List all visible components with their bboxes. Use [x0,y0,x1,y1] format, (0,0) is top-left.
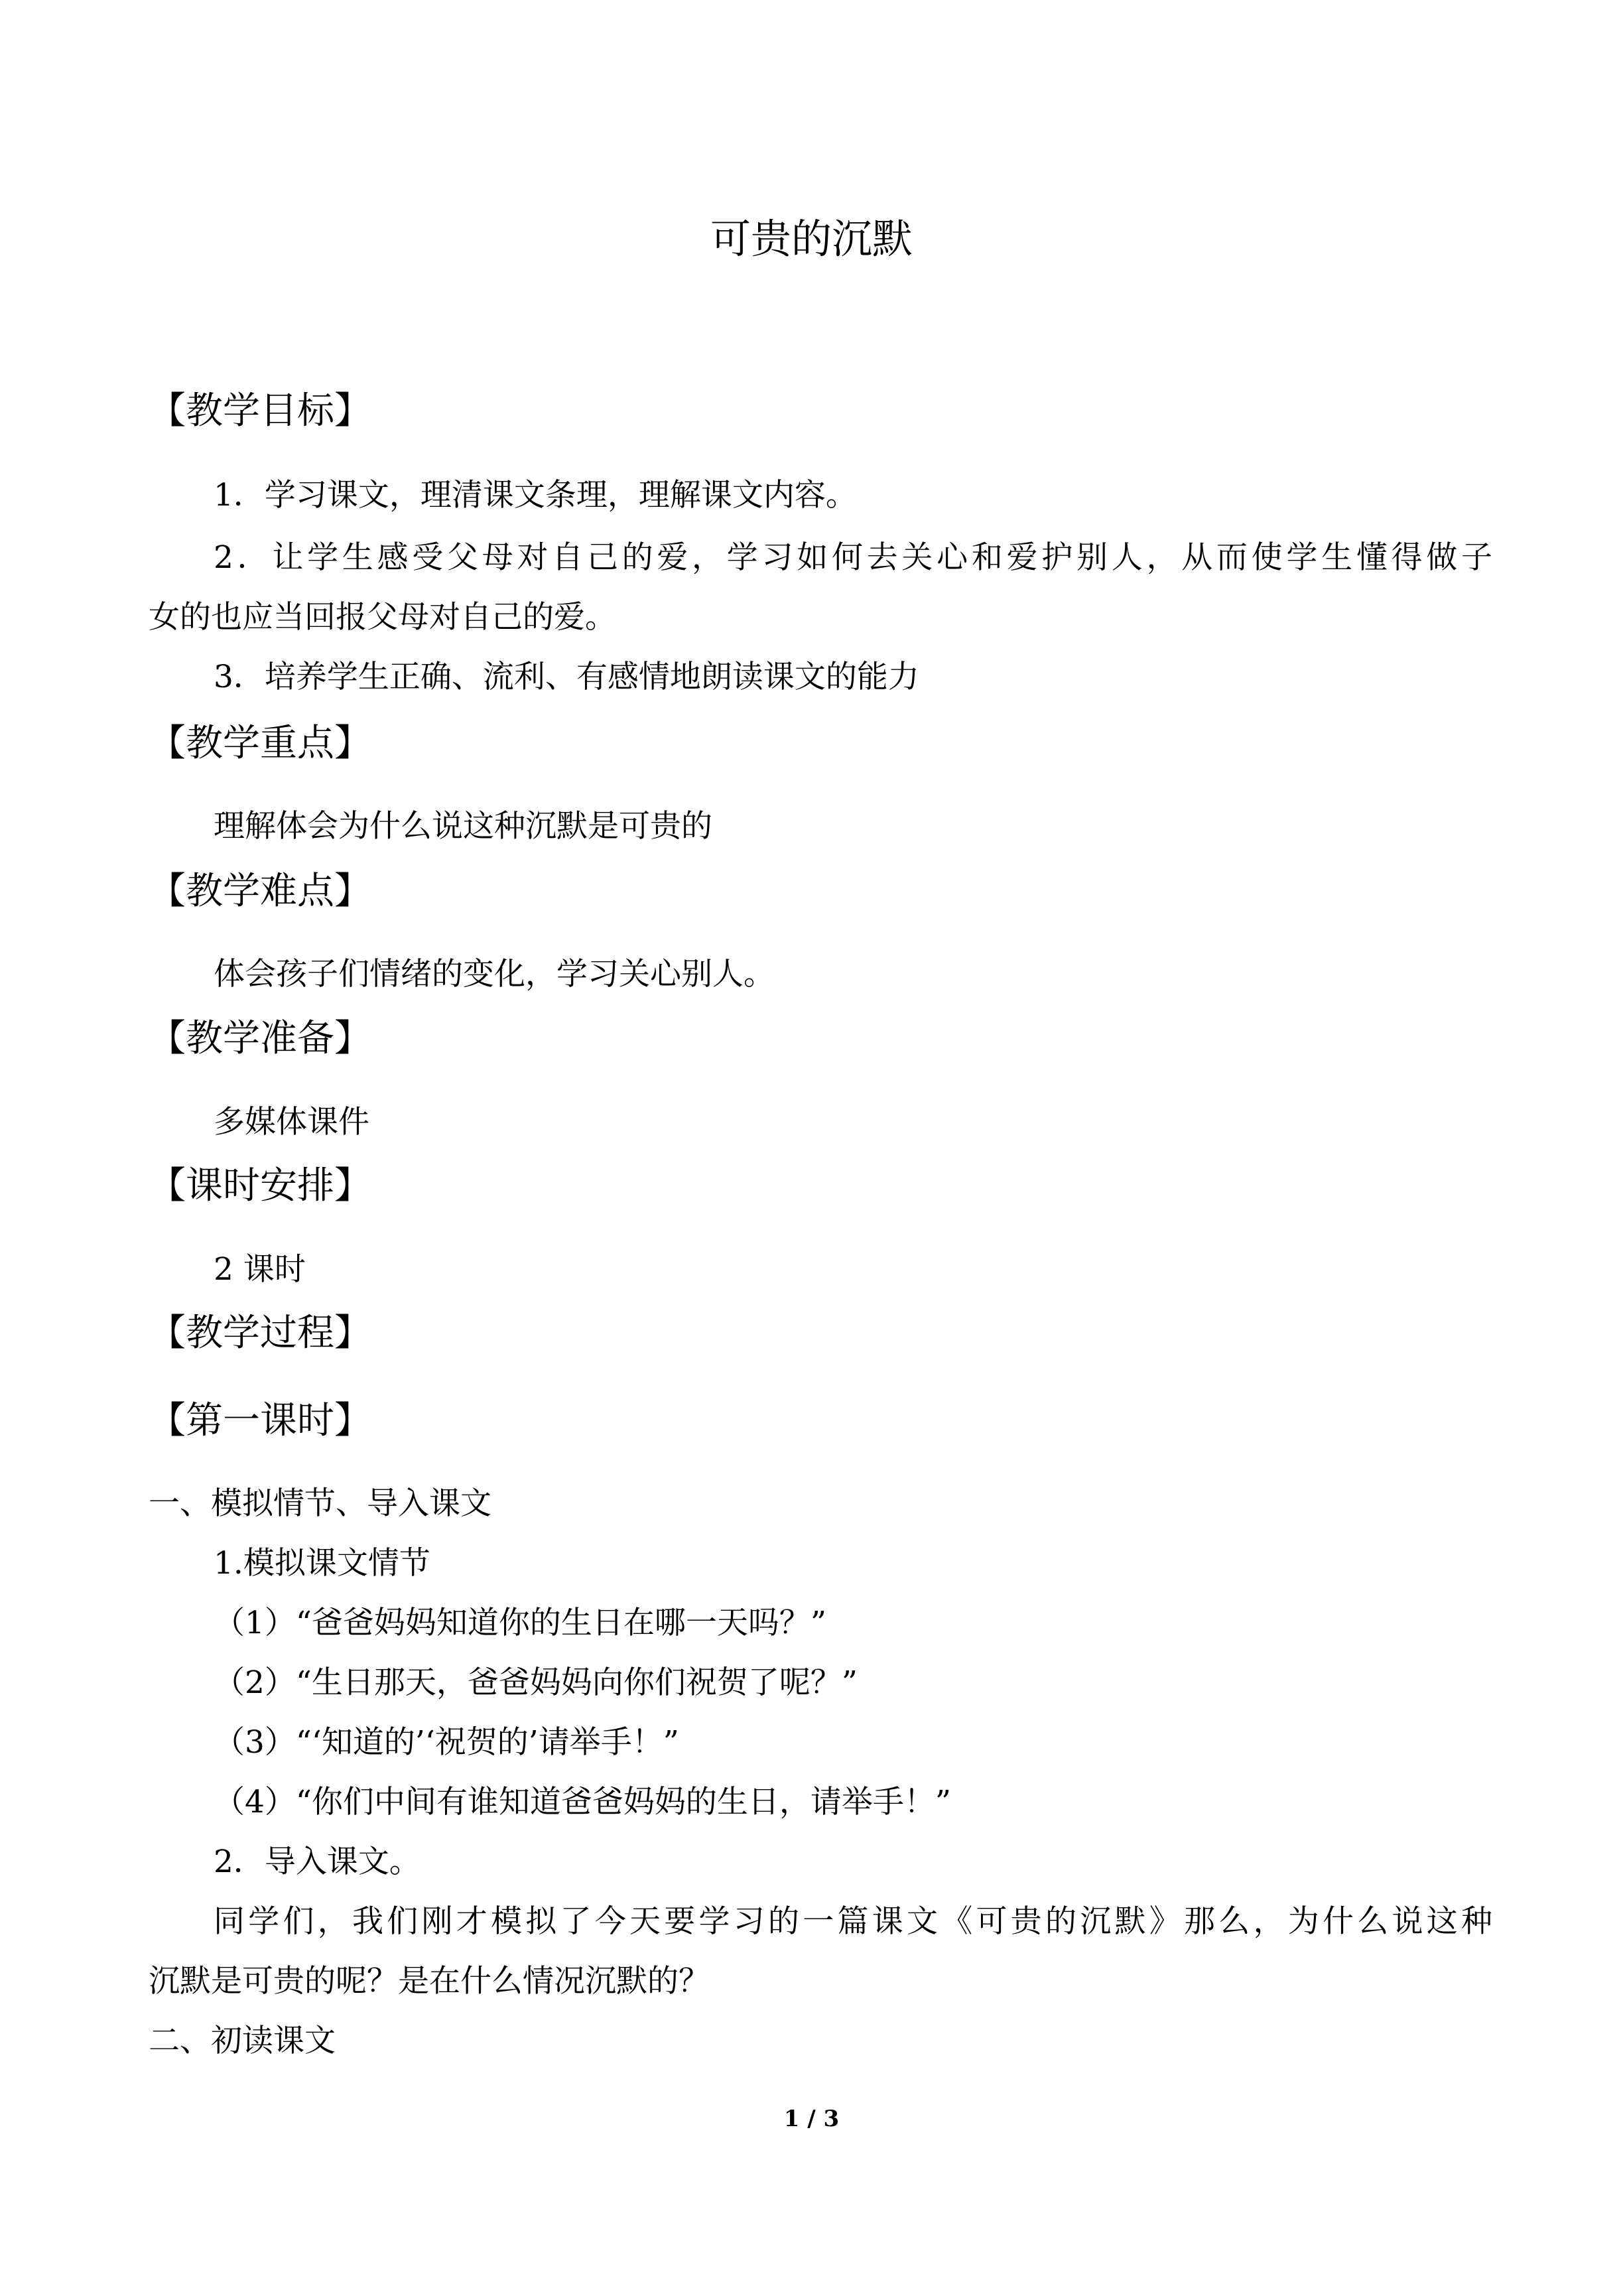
step-1: 1.模拟课文情节 [214,1545,430,1582]
intro-paragraph-line-1: 同学们，我们刚才模拟了今天要学习的一篇课文《可贵的沉默》那么，为什么说这种 [214,1903,1492,1940]
preparation-text: 多媒体课件 [214,1104,369,1140]
intro-paragraph-line-2: 沉默是可贵的呢？是在什么情况沉默的？ [149,1963,710,1999]
section-heading-focus: 【教学重点】 [149,722,371,765]
schedule-text: 2 课时 [214,1251,306,1288]
goal-item-1: 1．学习课文，理清课文条理，理解课文内容。 [214,477,857,513]
document-title: 可贵的沉默 [710,216,913,263]
question-4: （4）“你们中间有谁知道爸爸妈妈的生日，请举手！” [214,1784,951,1820]
section-heading-first-lesson: 【第一课时】 [149,1399,371,1442]
part-1-title: 一、模拟情节、导入课文 [149,1485,491,1522]
goal-item-3: 3．培养学生正确、流利、有感情地朗读课文的能力 [214,659,919,695]
page-number: 1 / 3 [783,2106,840,2132]
goal-item-2-line-1: 2．让学生感受父母对自己的爱，学习如何去关心和爱护别人，从而使学生懂得做子 [214,539,1492,576]
section-heading-difficulty: 【教学难点】 [149,870,371,913]
section-heading-schedule: 【课时安排】 [149,1164,371,1207]
section-heading-process: 【教学过程】 [149,1312,371,1355]
difficulty-text: 体会孩子们情绪的变化，学习关心别人。 [214,956,775,992]
section-heading-goals: 【教学目标】 [149,389,371,433]
section-heading-preparation: 【教学准备】 [149,1017,371,1060]
question-2: （2）“生日那天，爸爸妈妈向你们祝贺了呢？” [214,1664,858,1701]
step-2: 2．导入课文。 [214,1844,421,1880]
goal-item-2-line-2: 女的也应当回报父母对自己的爱。 [149,599,616,636]
focus-text: 理解体会为什么说这种沉默是可贵的 [214,808,712,844]
part-2-title: 二、初读课文 [149,2023,336,2059]
question-1: （1）“爸爸妈妈知道你的生日在哪一天吗？” [214,1605,826,1641]
question-3: （3）“‘知道的’‘祝贺的’请举手！” [214,1724,679,1761]
